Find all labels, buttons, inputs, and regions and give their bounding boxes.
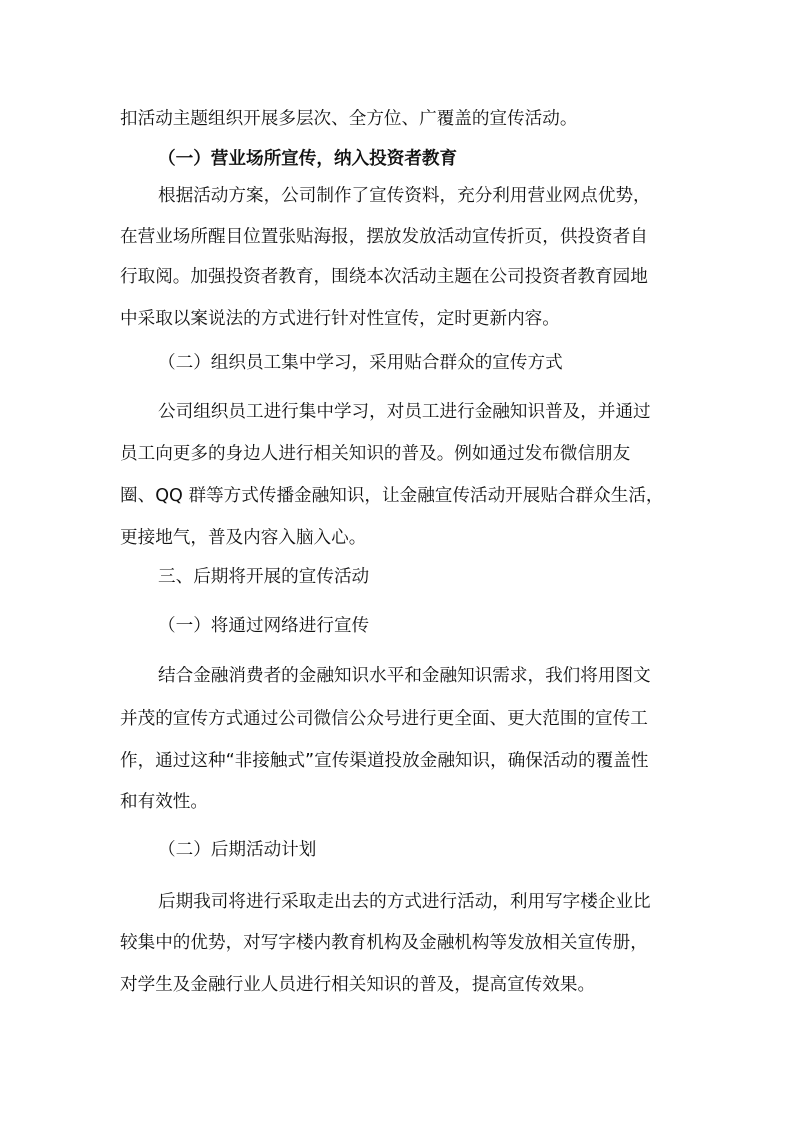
- body-text-line: 行取阅。加强投资者教育，围绕本次活动主题在公司投资者教育园地: [120, 267, 648, 287]
- body-text-line: 公司组织员工进行集中学习，对员工进行金融知识普及，并通过: [158, 402, 651, 422]
- body-text-line: 根据活动方案，公司制作了宣传资料，充分利用营业网点优势，: [158, 186, 651, 206]
- chapter-heading: 三、后期将开展的宣传活动: [158, 567, 370, 587]
- body-text-line: 更接地气，普及内容入脑入心。: [120, 528, 367, 548]
- body-text-line: 较集中的优势，对写字楼内教育机构及金融机构等发放相关宣传册，: [120, 933, 648, 953]
- section-heading-2: （二）组织员工集中学习，采用贴合群众的宣传方式: [158, 353, 563, 373]
- body-text-line: 和有效性。: [120, 792, 208, 812]
- body-text-line: 员工向更多的身边人进行相关知识的普及。例如通过发布微信朋友: [120, 444, 631, 464]
- body-text-line: 并茂的宣传方式通过公司微信公众号进行更全面、更大范围的宣传工: [120, 709, 648, 729]
- body-text-line: 扣活动主题组织开展多层次、全方位、广覆盖的宣传活动。: [120, 109, 578, 129]
- section-heading-1: （一）营业场所宣传，纳入投资者教育: [158, 149, 458, 169]
- body-text-line: 中采取以案说法的方式进行针对性宣传，定时更新内容。: [120, 309, 560, 329]
- body-text-line: 在营业场所醒目位置张贴海报，摆放发放活动宣传折页，供投资者自: [120, 227, 648, 247]
- body-text-line: 圈、QQ 群等方式传播金融知识，让金融宣传活动开展贴合群众生活，: [120, 486, 664, 506]
- section-heading-3: （一）将通过网络进行宣传: [158, 616, 370, 636]
- body-text-line: 作，通过这种“非接触式”宣传渠道投放金融知识，确保活动的覆盖性: [120, 751, 649, 771]
- body-text-line: 结合金融消费者的金融知识水平和金融知识需求，我们将用图文: [158, 666, 651, 686]
- body-text-line: 后期我司将进行采取走出去的方式进行活动，利用写字楼企业比: [158, 892, 651, 912]
- section-heading-4: （二）后期活动计划: [158, 840, 317, 860]
- body-text-line: 对学生及金融行业人员进行相关知识的普及，提高宣传效果。: [120, 975, 596, 995]
